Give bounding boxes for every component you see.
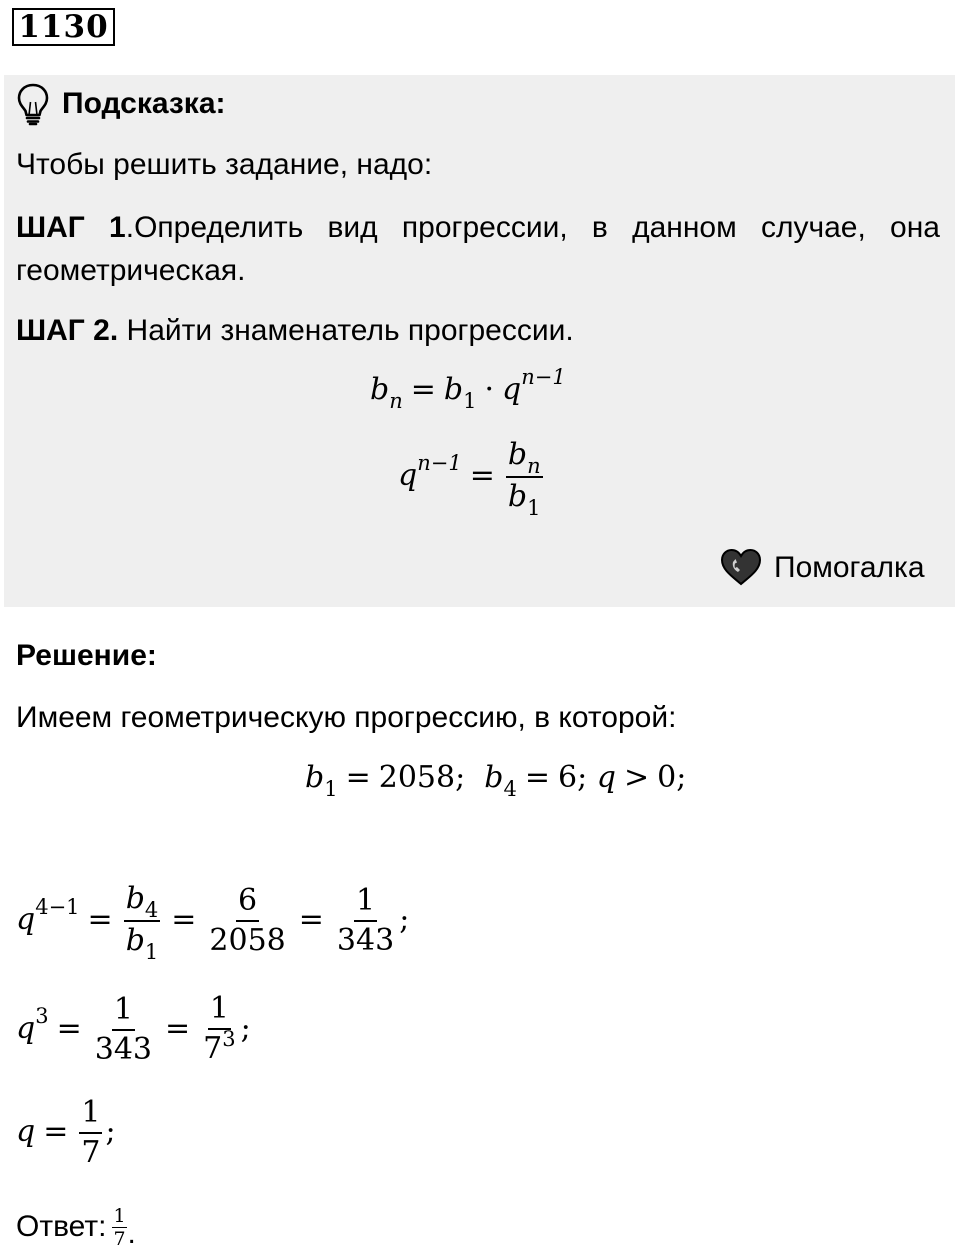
solution-intro: Имеем геометрическую прогрессию, в которой: bbox=[16, 701, 677, 734]
hint-step1 bbox=[16, 206, 940, 292]
fraction-1-343: $\frac{1}{343}$ bbox=[336, 883, 395, 958]
fraction-1-7cubed: $\frac{1}{7^3}$ bbox=[203, 991, 236, 1066]
fraction-6-2058: $\frac{6}{2058}$ bbox=[209, 883, 286, 958]
heart-icon bbox=[719, 548, 763, 586]
fraction-bn-b1: $\frac{b_n}{b_1}$ bbox=[507, 437, 541, 520]
fraction-1-343-b: $\frac{1}{343}$ bbox=[94, 992, 152, 1067]
lightbulb-icon bbox=[16, 82, 50, 126]
given-values: $b_1 = 2058$; $b_4 = 6$; q > 0; bbox=[305, 760, 687, 801]
formula-q: $q^{n-1}$ = $\frac{b_n}{b_1}$ bbox=[398, 437, 541, 520]
answer-label: Ответ: bbox=[16, 1210, 107, 1243]
step2-label: ШАГ 2. bbox=[16, 314, 119, 347]
step-a-exp: 4−1 bbox=[35, 895, 80, 919]
hint-step2 bbox=[16, 311, 574, 351]
fraction-1-7: $\frac{1}{7}$ bbox=[81, 1095, 101, 1170]
solution-step-c: q = $\frac{1}{7}$ ; bbox=[16, 1095, 116, 1170]
task-number: 1130 bbox=[12, 8, 115, 46]
solution-title: Решение: bbox=[16, 639, 157, 672]
hint-title: Подсказка: bbox=[62, 87, 226, 120]
given-b1: 2058 bbox=[378, 760, 456, 795]
given-b4: 6 bbox=[558, 760, 578, 795]
answer-fraction: $\frac{1}{7}$ bbox=[113, 1204, 126, 1250]
given-q: 0 bbox=[657, 760, 677, 795]
fraction-b4-b1: $\frac{b_4}{b_1}$ bbox=[125, 881, 159, 964]
brand-name: Помогалка bbox=[774, 551, 925, 584]
hint-intro: Чтобы решить задание, надо: bbox=[16, 148, 433, 181]
step1-label: ШАГ 1 bbox=[16, 211, 126, 244]
solution-step-b: $q^3$ = $\frac{1}{343}$ = $\frac{1}{7^3}$ ; bbox=[16, 990, 251, 1070]
formula-bn: $b_n = b_1 \cdot q^{n-1}$ bbox=[370, 365, 566, 413]
step1-text: .Определить вид прогрессии, в данном случае, она геометрическая. bbox=[16, 211, 940, 287]
solution-step-a: $q^{4-1}$ = $\frac{b_4}{b_1}$ = $\frac{6}{2058}$ = $\frac{1}{343}$ ; bbox=[16, 881, 410, 964]
step2-text: Найти знаменатель прогрессии. bbox=[118, 314, 574, 347]
answer-line: Ответ: $\frac{1}{7}$ . bbox=[16, 1204, 136, 1250]
